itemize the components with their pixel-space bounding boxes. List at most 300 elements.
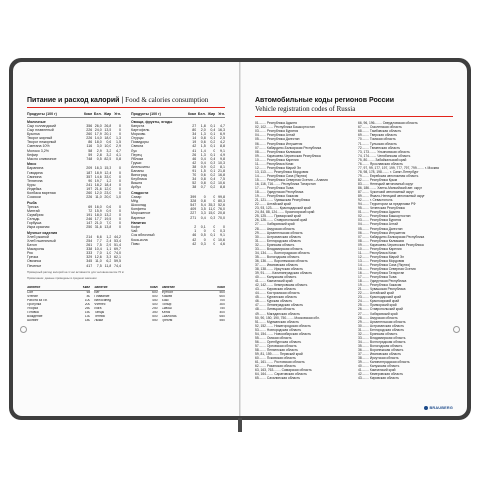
food-protein: 7,5 [96,243,102,248]
region-code-item: 60........ Псковская область [255,356,296,361]
food-name: Кефир [27,152,39,157]
food-carbs: 21,8 [218,169,225,174]
food-fat: 0 [213,225,216,230]
food-carbs: 4,7 [116,148,121,153]
region-code-item: 37........ Ивановская область [358,351,402,356]
food-carbs: 0,8 [116,156,121,161]
food-carbs: 0 [119,123,121,128]
food-name: Горбуша [27,221,42,226]
region-code-item: 29........ Архангельская область [358,319,406,324]
region-code-item: 27........ Хабаровский край [358,311,398,316]
activity-header-kcal: Ккал [138,286,158,290]
food-name: Сыр плавленый [27,128,54,133]
region-code-item: 62........ Рязанская область [255,364,296,369]
food-protein: 0 [203,195,206,200]
food-protein: 1,5 [200,144,206,149]
food-kcal: 227 [190,211,197,216]
food-protein: 0,4 [200,156,206,161]
food-name: Творог жирный [27,136,53,141]
activity-name: Хоккей [161,295,173,299]
food-row [27,264,121,268]
food-kcal: 226 [86,128,93,133]
food-table-2 [131,112,225,245]
region-codes [255,121,453,380]
food-protein: 0 [203,237,206,242]
activity-kcal: 130 [84,314,91,318]
region-code-item: 01........ Республика Адыгея [358,210,400,215]
region-code-item: 25, 125........ Приморский край [255,214,301,219]
food-row [131,242,225,246]
food-name: Печенье [27,263,42,268]
food-name: Пиво [131,241,140,246]
food-kcal: 147 [86,221,93,226]
region-code-item: 23........ Краснодарский край [358,295,401,300]
food-fat: 12,0 [104,186,112,191]
food-protein: 26,0 [94,123,102,128]
food-section-title: Мучные изделия [27,230,58,235]
activity-name: Велосипед [94,299,112,303]
food-carbs: 0 [119,208,121,213]
food-protein: 3,3 [200,211,206,216]
region-code-item: 04........ Республика Алтай [255,133,295,138]
food-name: Продукты (100 г) [131,112,187,118]
region-code-item: 14........ Республика Саха (Якутия) [358,262,411,267]
food-fat: 82,5 [104,156,112,161]
food-name: Клубника [131,177,147,182]
food-kcal: 197 [86,186,93,191]
activity-kcal: 450 [152,299,158,303]
food-protein: 7,7 [96,239,102,244]
region-code-item: 10........ Республика Карелия [358,246,402,251]
food-kcal: 261 [86,243,93,248]
food-kcal: 241 [86,182,93,187]
region-code-item: 18........ Удмуртская Республика [255,190,304,195]
food-protein: 0,8 [200,181,206,186]
food-carbs: 1,0 [116,195,121,200]
food-kcal: 1 [194,229,197,234]
food-protein: 15,9 [94,208,102,213]
food-kcal: 409 [190,207,197,212]
food-protein: 11,0 [95,195,102,200]
food-carbs: 4,1 [116,152,121,157]
food-name: Мёд [131,199,139,204]
food-name: Кока-кола [131,237,148,242]
food-name: Творог нежирный [27,140,57,145]
food-name: Апельсины [131,164,150,169]
food-protein: 12,6 [94,255,102,260]
food-protein: 14,6 [94,174,102,179]
activity-name: Танцы [94,310,105,314]
left-page [13,62,239,416]
region-code-item: 45........ Курганская область [255,295,297,300]
region-code-item: 54, 154........ Новосибирская область [255,331,311,336]
food-fat: 0,4 [210,156,216,161]
region-code-item: 07........ Кабардино-Балкарская Республика [358,234,425,239]
region-code-item: 11........ Республика Коми [358,250,397,255]
food-section-title: Овощи, фрукты, ягоды [131,119,173,124]
food-kcal: 271 [190,215,197,220]
region-code-item: 17........ Республика Тыва [358,275,397,280]
food-kcal: 46 [192,156,197,161]
activity-name: Работа за ПК [27,299,48,303]
region-code-item: 50, 90, 150, 190, 750........ Московская обл. [255,315,320,320]
food-fat: 7,0 [106,221,112,226]
food-kcal: 328 [190,199,197,204]
food-kcal: 399 [190,195,197,200]
food-kcal: 41 [192,148,197,153]
region-code-item: 23, 93, 123........ Краснодарский край [255,206,311,211]
food-name: Виноград [131,173,147,178]
region-code-item: 87........ Чукотский автономный округ [358,190,414,195]
food-name: Куры [27,182,36,187]
food-protein: 2,9 [96,148,102,153]
region-code-item: 36, 136........ Воронежская область [255,258,308,263]
food-fat: 13,5 [104,128,112,133]
region-code-item: 14........ Республика Саха (Якутия) [255,173,308,178]
region-code-item: 67........ Смоленская область [358,125,402,130]
region-code-item: 29........ Архангельская область [255,230,303,235]
region-code-item: 63, 163, 763........ Самарская область [255,368,312,373]
food-protein: 0,7 [200,185,206,190]
food-name: Рис [27,251,34,256]
food-fat: Жир [103,112,112,117]
region-code-item: 34, 134........ Волгоградская область [255,250,310,255]
food-kcal: 357 [86,174,93,179]
region-code-item: 38........ Иркутская область [358,356,399,361]
region-code-item: 02........ Республика Башкортостан [358,214,411,219]
food-protein: 3,5 [200,207,206,212]
food-kcal: 226 [86,136,93,141]
food-kcal: 34 [192,177,197,182]
food-carbs: 8,8 [220,144,225,149]
food-protein: 0 [203,229,206,234]
food-fat: 0 [213,195,216,200]
food-fat: 0 [213,199,216,204]
activity-row [162,319,225,323]
food-carbs: 52,6 [218,203,225,208]
region-code-item: 71........ Тульская область [358,141,397,146]
food-fat: 1,1 [106,247,112,252]
food-fat: 20,0 [104,195,112,200]
food-protein: 12,0 [94,190,102,195]
title-en-right: Vehicle registration codes of Russia [255,105,356,113]
food-kcal: 59 [88,152,93,157]
activity-kcal: 300 [219,303,225,307]
activity-name: Скалолаз. [161,314,178,318]
food-kcal: 26 [192,152,197,157]
region-code-item: 76........ Ярославская область [358,161,403,166]
food-carbs: 10,6 [218,181,225,186]
food-kcal: 91 [192,169,197,174]
food-name: Скумбрия [27,212,44,217]
food-name: Свекла [131,144,144,149]
food-kcal: 90 [88,178,93,183]
food-kcal: 86 [88,140,93,145]
title-ru: Питание и расход калорий [27,97,120,104]
region-code-item: 41........ Камчатский край [358,368,396,373]
food-name: Сосиски [27,195,41,200]
food-fat: 18,0 [104,136,112,141]
food-kcal: 42 [192,237,197,242]
food-protein: 7,5 [96,263,102,268]
food-fat: 0,1 [210,136,216,141]
food-carbs: 76,0 [218,207,225,212]
region-code-item: 12........ Республика Марий Эл [255,165,301,170]
region-code-item: 13........ Республика Мордовия [358,258,405,263]
region-code-item: 36........ Воронежская область [358,347,404,352]
food-fat: 0,6 [106,204,112,209]
food-name: Минтай [27,208,40,213]
activity-name: Прогулка [27,303,42,307]
activity-name: Чтение [27,295,38,299]
region-code-item: 26........ Ставропольский край [358,307,403,312]
food-fat: 3,3 [106,255,112,260]
food-fat: 1,0 [106,251,112,256]
region-code-item: 86, 186........ Ханты-Мансийский авт. округ [358,186,422,191]
region-code-item: 69........ Тверская область [358,133,398,138]
region-code-item: 74, 174........ Челябинская область [358,153,411,158]
food-protein: 1,4 [200,148,206,153]
food-column-1 [27,112,121,267]
region-code-item: 40........ Калужская область [358,364,400,369]
food-carbs: 8,8 [220,185,225,190]
food-carbs: 69,7 [114,247,121,252]
food-kcal: 42 [192,160,197,165]
food-protein: 5,4 [200,203,206,208]
food-fat: 12,4 [104,170,112,175]
region-code-item: 42........ Кемеровская область [358,372,404,377]
food-protein: 14,0 [94,136,102,141]
food-name: Свинина [27,174,42,179]
food-kcal: 246 [86,217,93,222]
region-code-item: 31........ Белгородская область [255,238,302,243]
food-kcal: Ккал [187,112,197,117]
food-kcal: 2 [194,225,197,230]
food-protein: 1,3 [200,152,206,157]
food-kcal: 356 [86,123,93,128]
region-code-item: 68........ Тамбовская область [358,129,402,134]
food-name: Продукты (100 г) [27,112,83,118]
food-carbs: 0 [119,217,121,222]
food-kcal: 345 [86,259,93,264]
food-protein: 16,0 [94,204,102,209]
food-name: Сыр голландский [27,123,56,128]
food-carbs: 0 [223,225,225,230]
food-fat: 1,2 [106,234,112,239]
food-protein: 0,3 [200,241,206,246]
food-name: Гречка [27,255,39,260]
region-code-item: 37........ Ивановская область [255,262,299,267]
food-carbs: 9,8 [220,156,225,161]
food-name: Шоколад [131,203,147,208]
activity-table [162,286,225,322]
food-carbs: 4,9 [220,152,225,157]
region-code-item: 55........ Омская область [255,335,292,340]
food-carbs: 0 [119,186,121,191]
food-kcal: 338 [86,247,93,252]
food-fat: 0,1 [210,144,216,149]
region-code-item: 39, 91........ Калининградская область [255,271,313,276]
food-carbs: 0 [119,178,121,183]
food-protein: 18,0 [94,140,102,145]
region-code-item: 59, 81, 159........ Пермский край [255,351,303,356]
title-en: Food & calories consumption [125,96,209,104]
activity-name: Уборка [27,307,38,311]
activity-tables [27,286,225,322]
activity-kcal: 600 [152,290,158,295]
activity-name: Сквош [161,307,172,311]
food-kcal: Ккал [83,112,93,117]
food-name: Бананы [131,169,144,174]
food-fat: 26,8 [104,123,112,128]
region-code-item: 89........ Ямало-Ненецкий автономный округ [358,194,425,199]
food-kcal: 329 [86,255,93,260]
food-fat: 0,2 [210,181,216,186]
region-code-item: 47........ Ленинградская область [255,303,304,308]
food-name: Лук [131,148,137,153]
activity-kcal: 550 [219,318,225,322]
activity-table [94,286,157,322]
food-carbs: 0 [119,225,121,230]
food-fat: 0,1 [210,152,216,157]
food-carbs: 70,0 [218,215,225,220]
region-code-item: 06........ Республика Ингушетия [255,141,303,146]
food-name: Капуста [131,123,145,128]
region-code-item: 19........ Республика Хакасия [358,283,402,288]
food-name: Баранина [27,166,44,171]
food-name: Кофе [131,225,141,230]
region-code-item: 35........ Вологодская область [255,254,300,259]
activity-kcal: 200 [84,303,91,307]
title-rule-right [255,116,453,117]
brand-logo [424,406,453,410]
region-code-item: 24........ Красноярский край [358,299,400,304]
region-column-2 [358,121,453,380]
food-protein: 17,9 [94,132,102,137]
activity-kcal: 500 [152,295,158,299]
activity-table [27,286,90,322]
activity-name: Вождение [27,314,43,318]
food-name: Сахар [131,195,142,200]
region-code-item: 52, 152........ Нижегородская область [255,323,311,328]
region-code-item: 32........ Брянская область [358,331,398,336]
food-carbs: 0,3 [220,229,225,234]
food-name: Огурцы [131,136,144,141]
food-protein: 21,6 [94,186,102,191]
activity-kcal: 750 [219,307,225,311]
food-protein: 0,1 [200,225,206,230]
food-fat: 0,1 [210,123,216,128]
food-kcal: 42 [192,241,197,246]
region-code-item: 48........ Липецкая область [255,307,295,312]
activity-name: Лыжи [94,318,103,322]
region-code-item: 53........ Новгородская область [255,327,302,332]
region-code-item: 09........ Карачаево-Черкесская Республика [358,242,424,247]
food-name: Колбаса вареная [27,190,56,195]
food-fat: Жир [207,112,216,117]
region-code-item: 65........ Сахалинская область [255,376,301,381]
food-name: Овсянка [27,259,42,264]
region-code-item: 31........ Белгородская область [358,327,405,332]
food-fat: 11,0 [208,207,216,212]
region-code-item: 79........ Еврейская автономная область [358,173,419,178]
activity-header-name: Занятие [94,286,138,290]
food-fat: 0,1 [210,169,216,174]
food-protein: 6,6 [96,234,102,239]
food-protein: 0,8 [200,199,206,204]
activity-name: Шопинг [27,318,39,322]
activity-name: Каток [161,310,171,314]
region-code-item: 40........ Калужская область [255,275,297,280]
brand-mark-icon [424,406,428,410]
region-code-item: 08........ Республика Калмыкия [358,238,405,243]
food-carbs: 9,1 [220,148,225,153]
food-fat: 0,2 [210,164,216,169]
food-carbs: 16,3 [218,128,225,133]
activity-kcal: 65 [86,290,91,295]
region-code-item: 39........ Калининградская область [358,360,410,365]
activity-name: Бег [94,290,100,295]
food-fat: 0,6 [106,140,112,145]
food-section-title: Напитки [131,221,146,226]
food-carbs: 99,8 [218,195,225,200]
region-code-item: 92........ г. Севастополь [358,198,393,203]
food-carbs: 74,4 [114,263,121,268]
food-protein: 21,0 [94,221,102,226]
food-fat: 35,3 [208,203,216,208]
region-code-item: 15........ Республика Северная Осетия – Алания [255,177,328,182]
region-code-item: 22........ Алтайский край [358,291,394,296]
food-protein: 17,7 [94,217,102,222]
food-kcal: 19 [192,140,197,145]
region-code-item: 83........ Ненецкий автономный округ [358,182,414,186]
activity-kcal: 80 [86,295,91,299]
food-name: Сметана 10% [27,144,50,149]
food-name: Масло сливочное [27,156,57,161]
region-code-item: 44........ Костромская область [255,291,300,296]
region-code-item: 78, 98, 178, 198........ г. Санкт-Петербург [358,169,419,174]
region-code-item: 01........ Республика Адыгея [255,121,297,126]
food-carbs: 0 [119,182,121,187]
food-name: Чай [131,229,138,234]
activity-name: Сон [27,290,34,295]
food-carbs: 59,5 [114,259,121,264]
region-code-item: 16, 116, 716........ Республика Татарстан [255,182,316,186]
food-fat: 0 [213,229,216,234]
region-code-item: 58........ Пензенская область [255,347,298,352]
region-code-item: 15........ Республика Северная Осетия [358,266,416,271]
title-separator: | [119,97,126,104]
region-code-item: 73, 173........ Ульяновская область [358,149,410,154]
food-carbs: 0 [119,204,121,209]
note-1: Примерный расход калорий на 1 час активности для человека весом 70 кг [27,269,125,274]
region-code-item: 33........ Владимирская область [255,246,303,251]
food-carbs: 0 [119,221,121,226]
region-code-item: 05........ Республика Дагестан [358,226,403,231]
activity-kcal: 100 [84,299,91,303]
activity-column [27,286,90,322]
food-fat: 15,3 [104,166,112,171]
region-code-item: 04........ Республика Алтай [358,222,398,227]
food-carbs: 6,9 [220,132,225,137]
food-kcal: 58 [88,148,93,153]
food-carbs: 0 [119,170,121,175]
food-fat: 10,0 [104,144,112,149]
food-fat: 0,2 [210,140,216,145]
food-kcal: 254 [86,239,93,244]
food-protein: 11,0 [95,259,102,264]
food-fat: 0,3 [210,215,216,220]
